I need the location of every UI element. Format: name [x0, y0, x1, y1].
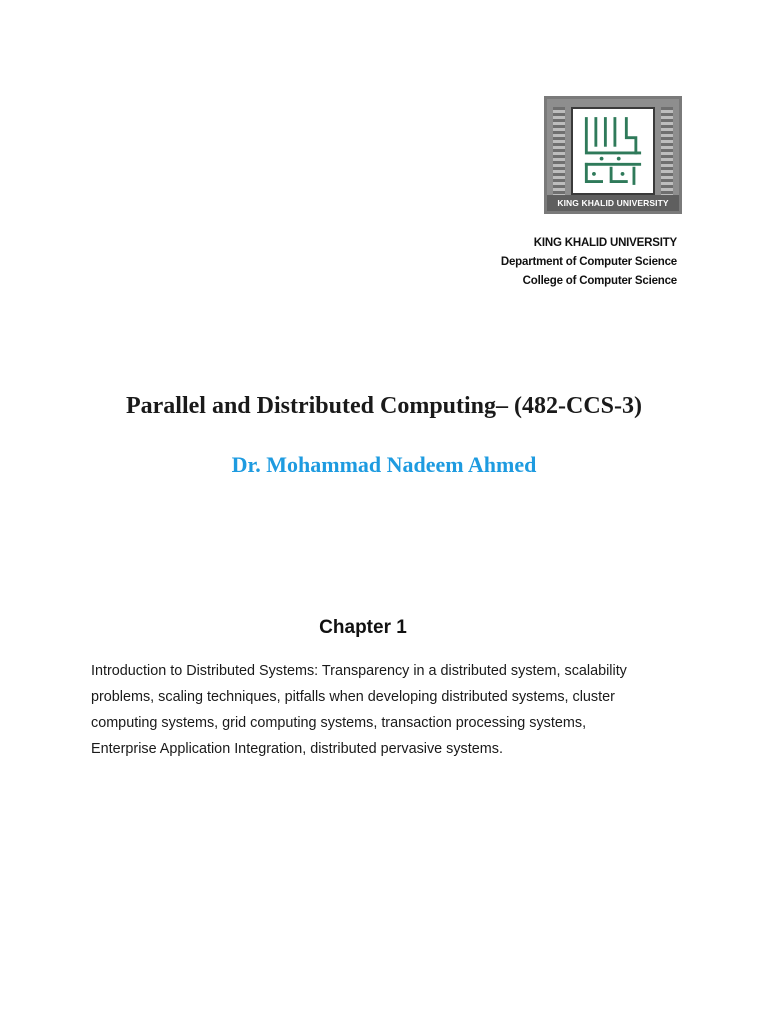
logo-banner: KING KHALID UNIVERSITY — [547, 195, 679, 211]
university-logo — [544, 96, 682, 214]
logo-right-pillar — [661, 107, 673, 195]
course-title: Parallel and Distributed Computing– (482-CCS-3) — [125, 393, 642, 419]
institution-block — [501, 234, 677, 291]
department-name: Department of Computer Science — [500, 256, 677, 268]
author-name: Dr. Mohammad Nadeem Ahmed — [231, 452, 537, 477]
university-calligraphy-emblem-icon — [573, 109, 653, 193]
logo-emblem-panel — [571, 107, 655, 195]
chapter-heading: Chapter 1 — [319, 617, 407, 638]
chapter-description: Introduction to Distributed Systems: Transparency in a distributed system, scalability problems, scaling techniques, pitfalls when developing distributed systems, cluster computing systems, grid computing systems, transaction processing systems, Enterprise Application Integration, distributed pervasive systems. — [91, 663, 627, 757]
logo-left-pillar — [553, 107, 565, 195]
university-name: KING KHALID UNIVERSITY — [533, 237, 677, 249]
college-name: College of Computer Science — [522, 275, 677, 287]
